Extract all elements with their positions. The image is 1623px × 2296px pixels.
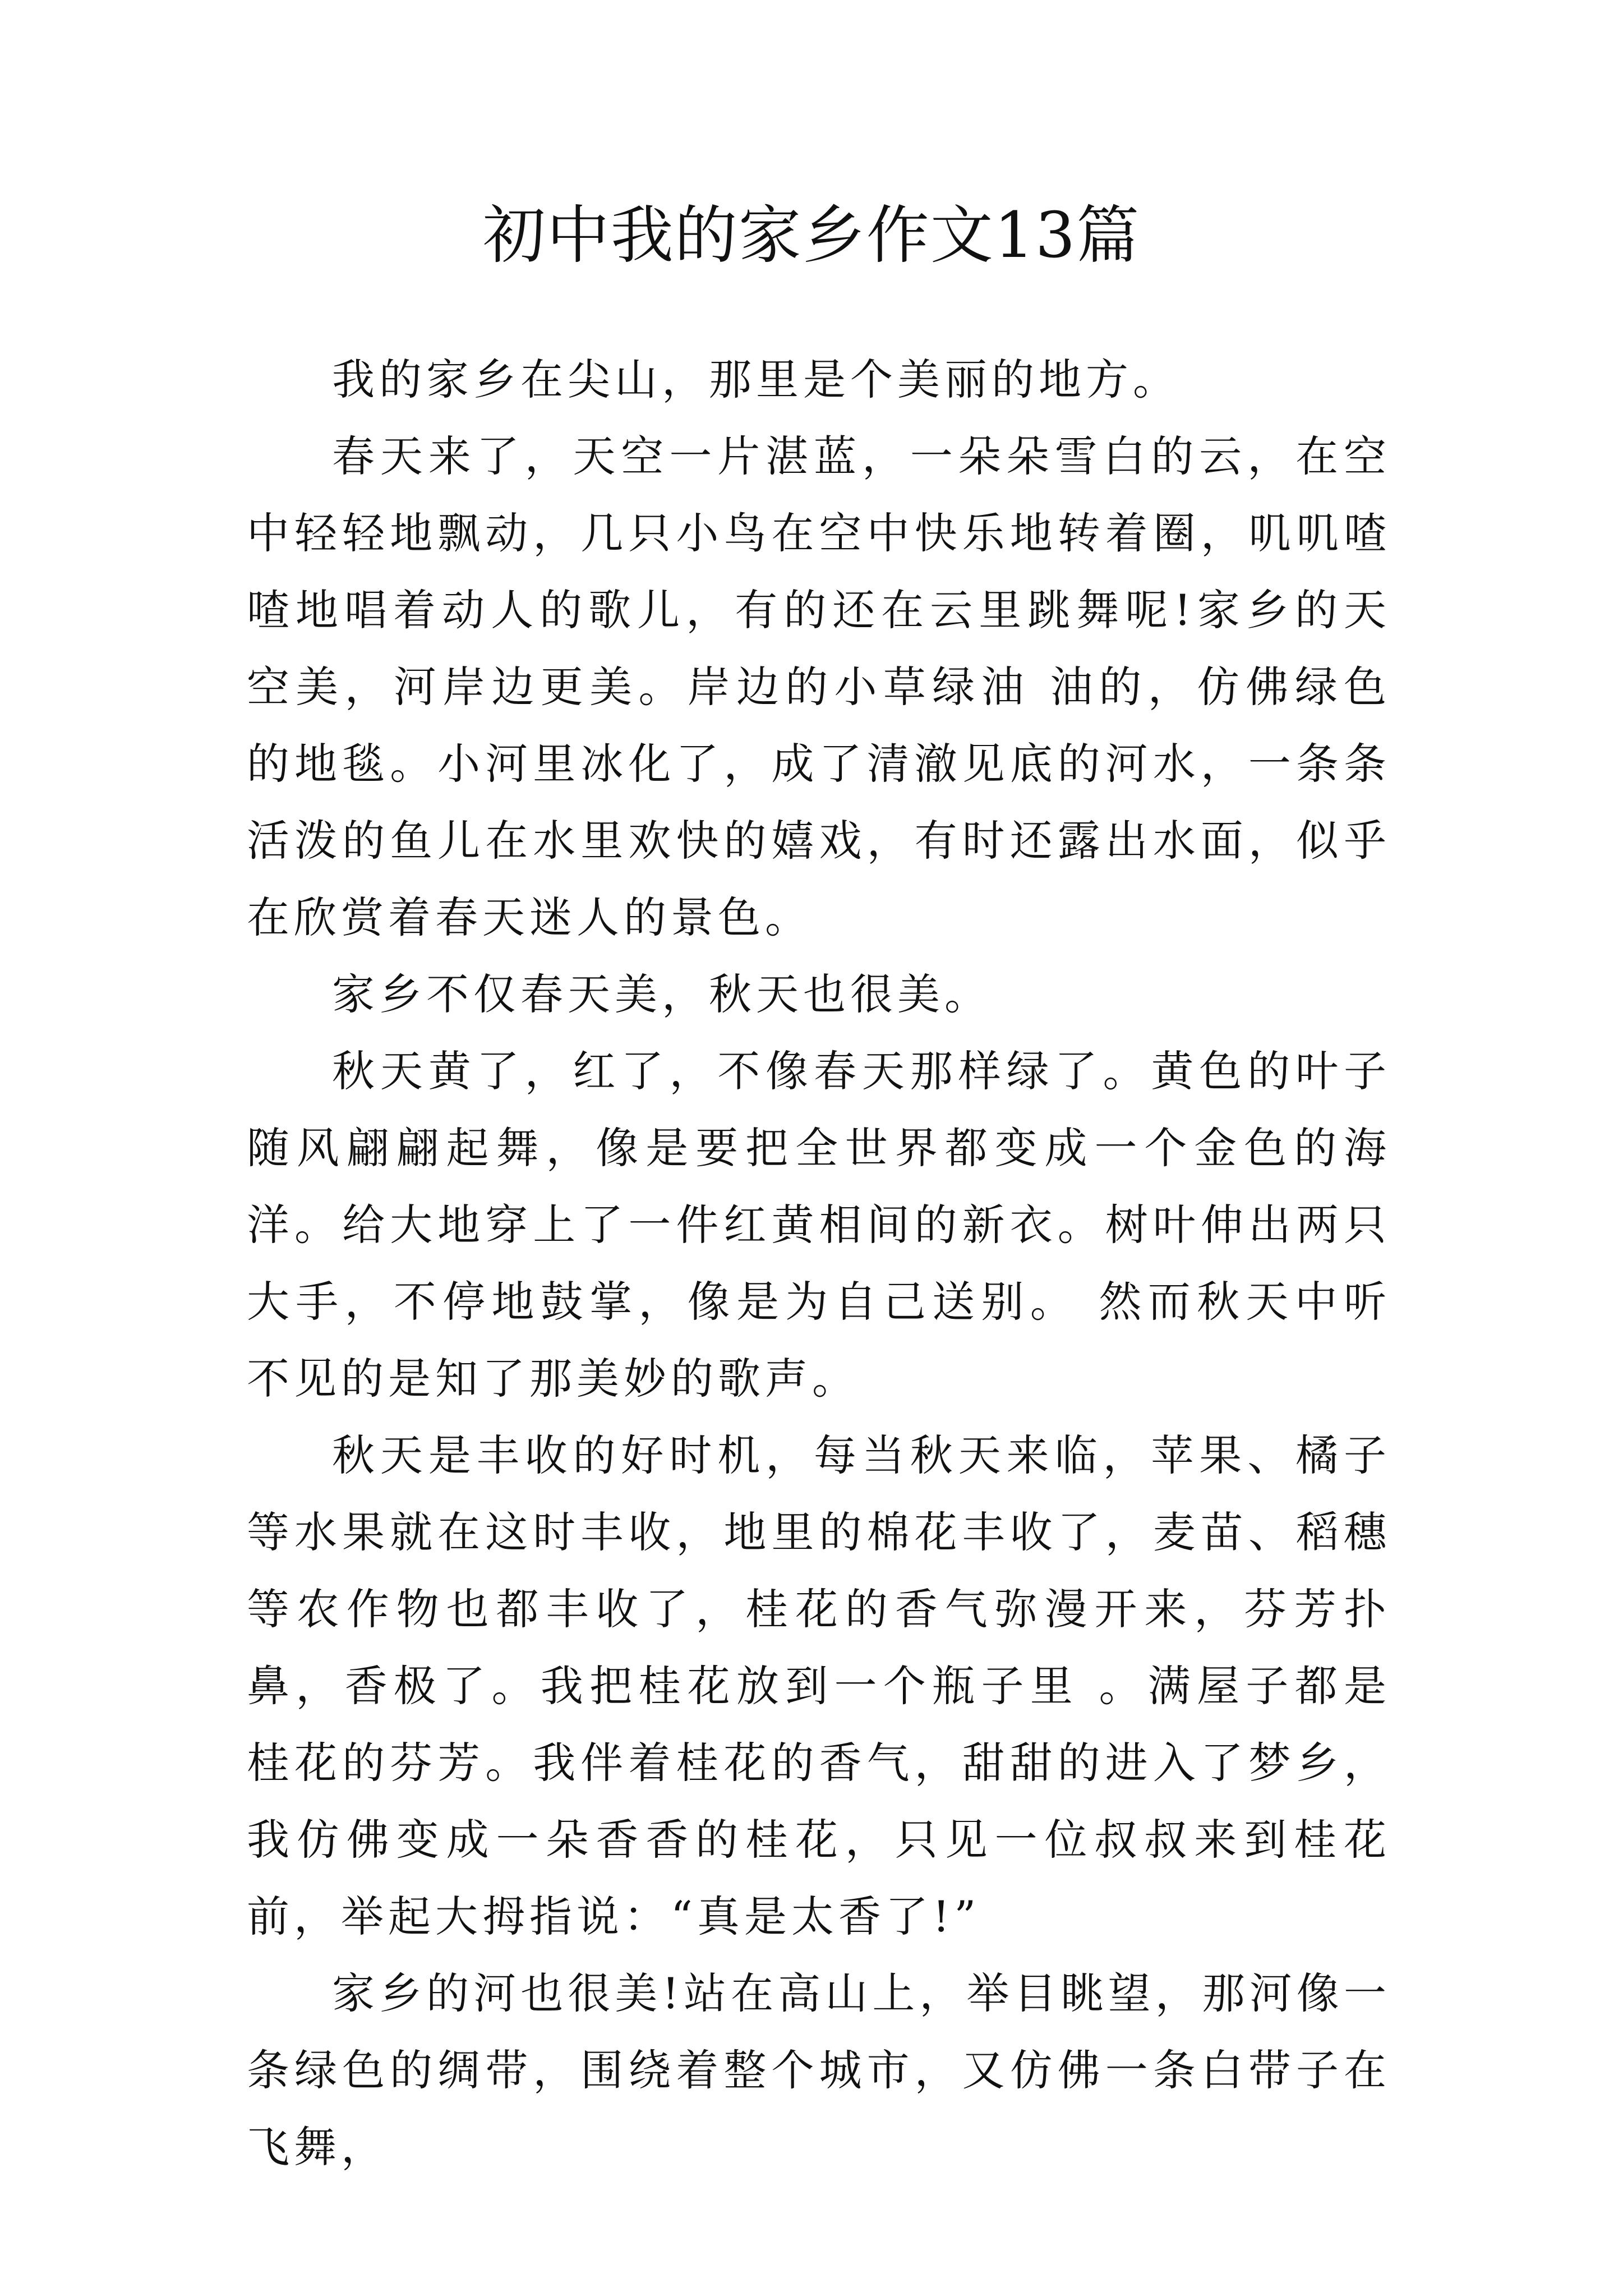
document-title: 初中我的家乡作文13篇 (482, 199, 1141, 272)
document-body (247, 341, 1391, 2185)
paragraph: 秋天黄了，红了，不像春天那样绿了。黄色的叶子随风翩翩起舞，像是要把全世界都变成一个金色的海洋。给大地穿上了一件红黄相间的新衣。树叶伸出两只大手，不停地鼓掌，像是为自己送别。 然而秋天中听不见的是知了那美妙的歌声。 (247, 1046, 1391, 1404)
paragraph: 家乡的河也很美!站在高山上，举目眺望，那河像一条绿色的绸带，围绕着整个城市，又仿佛一条白带子在飞舞， (247, 1968, 1391, 2172)
paragraph: 家乡不仅春天美，秋天也很美。 (332, 969, 992, 1019)
paragraph: 秋天是丰收的好时机，每当秋天来临，苹果、橘子等水果就在这时丰收，地里的棉花丰收了，麦苗、稻穗等农作物也都丰收了，桂花的香气弥漫开来，芬芳扑鼻，香极了。我把桂花放到一个瓶子里 。满屋子都是桂花的芬芳。我伴着桂花的香气，甜甜的进入了梦乡，我仿佛变成一朵香香的桂花，只见一位叔叔来到桂花前，举起大拇指说：“真是太香了!” (247, 1430, 1391, 1941)
paragraph: 春天来了，天空一片湛蓝，一朵朵雪白的云，在空中轻轻地飘动，几只小鸟在空中快乐地转着圈，叽叽喳喳地唱着动人的歌儿，有的还在云里跳舞呢!家乡的天空美，河岸边更美。岸边的小草绿油 油的，仿佛绿色的地毯。小河里冰化了，成了清澈见底的河水，一条条活泼的鱼儿在水里欢快的嬉戏，有时还露出水面，似乎在欣赏着春天迷人的景色。 (247, 431, 1391, 942)
paragraph: 我的家乡在尖山，那里是个美丽的地方。 (332, 355, 1180, 404)
